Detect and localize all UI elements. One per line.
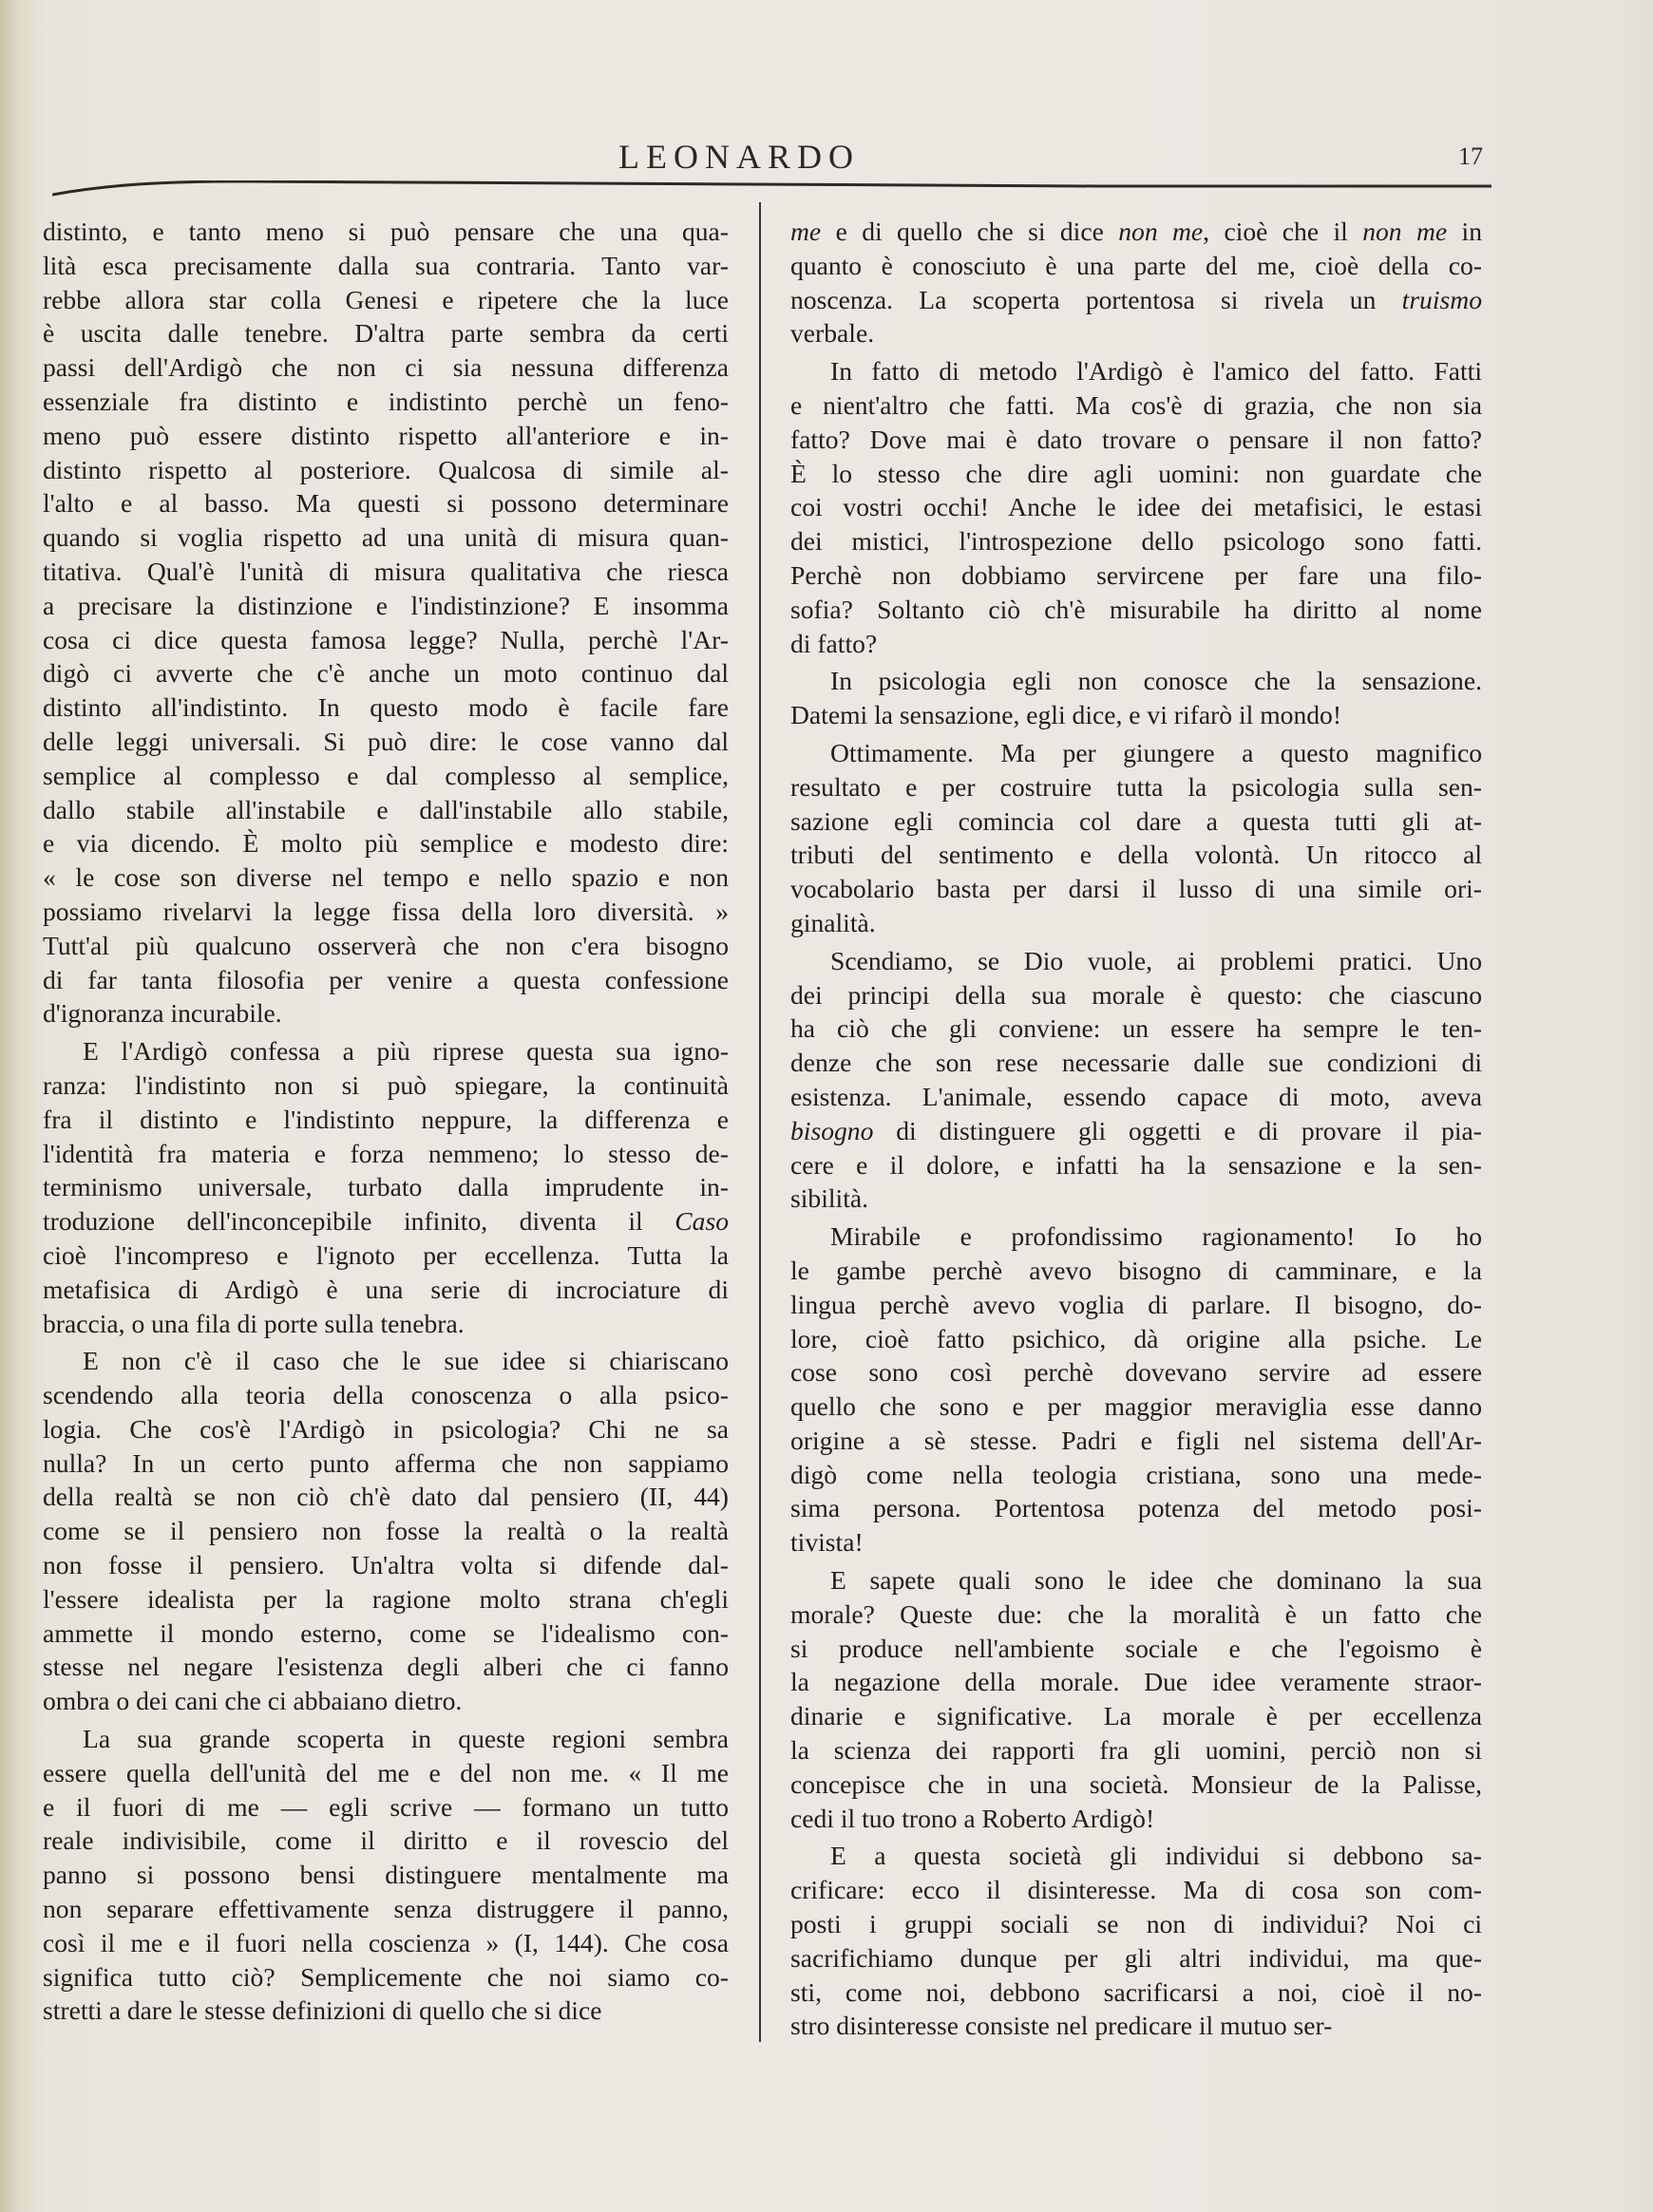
text-line: lingua perchè avevo voglia di parlare. Il bisogno, do- [790,1289,1482,1319]
text-line: e nient'altro che fatti. Ma cos'è di grazia, che non sia [790,389,1482,420]
text-line: è uscita dalle tenebre. D'altra parte sembra da certi [43,318,729,349]
paragraph [43,1344,729,1718]
italic-term: Caso [674,1206,729,1237]
text-line: E non c'è il caso che le sue idee si chiariscano [83,1346,729,1376]
text-line: fra il distinto e l'indistinto neppure, la differenza e [43,1104,729,1134]
text-line: verbale. [790,318,875,349]
page-number: 17 [1458,142,1483,170]
italic-term: me [790,217,822,246]
text-line: essenziale fra distinto e indistinto perchè un feno- [43,386,729,416]
text-line: braccia, o una fila di porte sulla tenebra. [43,1308,465,1338]
text-line: In fatto di metodo l'Ardigò è l'amico del fatto. Fatti [830,356,1482,387]
text-line: lore, cioè fatto psichico, dà origine alla psiche. Le [790,1323,1482,1353]
text-line: stesse nel negare l'esistenza degli alberi che ci fanno [43,1652,729,1682]
text-line: tivista! [790,1527,864,1558]
running-head [0,129,1653,177]
text-line: sofia? Soltanto ciò ch'è misurabile ha diritto al nome [790,594,1482,624]
text-line: di far tanta filosofia per venire a questa confessione [43,964,729,994]
text-line: rebbe allora star colla Genesi e ripetere che la luce [43,284,729,314]
text-line: ammette il mondo esterno, come se l'idealismo con- [43,1617,729,1648]
text-line: quello che sono e per maggior meraviglia esse danno [790,1391,1482,1422]
text-line: In psicologia egli non conosce che la sensazione. [830,666,1482,696]
text-line: dinarie e significative. La morale è per eccellenza [790,1701,1482,1731]
text-line: metafisica di Ardigò è una serie di incrociature di [43,1274,729,1304]
paragraph [790,944,1482,1216]
text-line: di fatto? [790,628,878,658]
text-line: sacrifichiamo dunque per gli altri individui, ma que- [790,1942,1482,1973]
text-line: della realtà se non ciò ch'è dato dal pensiero (II, 44) [43,1482,729,1512]
text-line: E l'Ardigò confessa a più riprese questa sua igno- [83,1036,729,1067]
text-line: cosa ci dice questa famosa legge? Nulla, perchè l'Ar- [43,624,729,654]
text-line: dallo stabile all'instabile e dall'instabile allo stabile, [43,794,729,824]
text-line: bisogno di distinguere gli oggetti e di provare il pia- [790,1115,1482,1145]
text-line: ombra o dei cani che ci abbaiano dietro. [43,1686,463,1716]
text-line: essere quella dell'unità del me e del non me. « Il me [43,1757,729,1787]
text-line: posti i gruppi sociali se non di individui? Noi ci [790,1909,1482,1939]
header-rule [52,180,1492,199]
text-line: meno può essere distinto rispetto all'anteriore e in- [43,420,729,450]
text-line: dei principi della sua morale è questo: che ciascuno [790,979,1482,1010]
text-line: quando si voglia rispetto ad una unità di misura quan- [43,522,729,553]
text-line: Datemi la sensazione, egli dice, e vi rifarò il mondo! [790,700,1342,730]
italic-term: bisogno [790,1115,874,1145]
text-line: Perchè non dobbiamo servircene per fare una filo- [790,559,1482,590]
paragraph [43,1034,729,1340]
paragraph [790,1563,1482,1835]
text-line: origine a sè stesse. Padri e figli nel sistema dell'Ar- [790,1425,1482,1455]
text-line: digò ci avverte che c'è anche un moto continuo dal [43,658,729,689]
text-line: e il fuori di me — egli scrive — formano un tutto [43,1791,729,1822]
text-line: l'alto e al basso. Ma questi si possono determinare [43,488,729,519]
paragraph [790,1219,1482,1560]
text-line: significa tutto ciò? Semplicemente che noi siamo co- [43,1961,729,1992]
text-line: non fosse il pensiero. Un'altra volta si difende dal- [43,1550,729,1580]
text-line: sti, come noi, debbono sacrificarsi a noi, cioè il no- [790,1976,1482,2007]
text-line: panno si possono bensi distinguere mentalmente ma [43,1860,729,1890]
text-line: Tutt'al più qualcuno osserverà che non c'era bisogno [43,930,729,960]
text-line: E sapete quali sono le idee che dominano la sua [830,1565,1482,1596]
running-title: LEONARDO [618,138,860,176]
text-line: me e di quello che si dice non me, cioè che il non me in [790,217,1482,246]
text-line: semplice al complesso e dal complesso al semplice, [43,760,729,790]
text-line: digò come nella teologia cristiana, sono una mede- [790,1459,1482,1489]
paragraph [790,215,1482,350]
paragraph [790,664,1482,732]
text-line: La sua grande scoperta in queste regioni sembra [83,1724,729,1754]
text-line: cedi il tuo trono a Roberto Ardigò! [790,1803,1155,1833]
text-line: cioè l'incompreso e l'ignoto per eccellenza. Tutta la [43,1239,729,1270]
header-rule-line [52,181,1492,195]
text-line: stretti a dare le stesse definizioni di quello che si dice [43,1995,602,2026]
text-line: sibilità. [790,1183,869,1214]
text-line: vocabolario basta per darsi il lusso di una simile ori- [790,874,1482,904]
text-line: le gambe perchè avevo bisogno di camminare, e la [790,1255,1482,1285]
text-line: E a questa società gli individui si debbono sa- [830,1841,1482,1871]
text-line: cose sono così perchè dovevano servire ad essere [790,1357,1482,1388]
text-line: stro disinteresse consiste nel predicare il mutuo ser- [790,2011,1333,2041]
text-line: così il me e il fuori nella coscienza » (I, 144). Che cosa [43,1927,729,1957]
text-line: non separare effettivamente senza distruggere il panno, [43,1894,729,1924]
italic-term: non me [1118,217,1204,246]
text-line: distinto, e tanto meno si può pensare che una qua- [43,217,729,246]
text-line: la scienza dei rapporti fra gli uomini, perciò non si [790,1735,1482,1766]
text-line: distinto all'indistinto. In questo modo è facile fare [43,692,729,723]
text-line: ranza: l'indistinto non si può spiegare, la continuità [43,1069,729,1100]
text-line: titativa. Qual'è l'unità di misura qualitativa che riesca [43,556,729,586]
paragraph [43,1722,729,2028]
text-line: l'essere idealista per la ragione molto strana ch'egli [43,1583,729,1614]
text-line: nulla? In un certo punto afferma che non sappiamo [43,1447,729,1478]
column-divider [759,202,761,2042]
paragraph [790,1839,1482,2043]
text-line: coi vostri occhi! Anche le idee dei metafisici, le estasi [790,492,1482,522]
italic-term: truismo [1401,284,1482,314]
text-line: passi dell'Ardigò che non ci sia nessuna differenza [43,352,729,383]
text-line: sazione egli comincia col dare a questa tutti gli at- [790,805,1482,836]
right-column [790,215,1482,2043]
text-line: Scendiamo, se Dio vuole, ai problemi pratici. Uno [830,945,1482,975]
text-line: distinto rispetto al posteriore. Qualcosa di simile al- [43,454,729,484]
italic-term: non me [1362,217,1448,246]
text-line: cere e il dolore, e infatti ha la sensazione e la sen- [790,1149,1482,1180]
text-line: delle leggi universali. Si può dire: le cose vanno dal [43,726,729,756]
paragraph [43,215,729,1030]
text-line: possiamo rivelarvi la legge fissa della loro diversità. » [43,896,729,926]
text-line: ginalità. [790,907,876,937]
paragraph [790,354,1482,660]
text-line: a precisare la distinzione e l'indistinzione? E insomma [43,590,729,620]
text-line: Ottimamente. Ma per giungere a questo magnifico [830,737,1482,767]
text-line: e via dicendo. È molto più semplice e modesto dire: [43,828,729,859]
text-line: morale? Queste due: che la moralità è un fatto che [790,1598,1482,1629]
text-line: troduzione dell'inconcepibile infinito, diventa il Caso [43,1206,729,1237]
text-line: esistenza. L'animale, essendo capace di moto, aveva [790,1081,1482,1111]
text-line: quanto è conosciuto è una parte del me, cioè della co- [790,250,1482,280]
left-column [43,215,729,2028]
text-line: concepisce che in una società. Monsieur de la Palisse, [790,1768,1482,1799]
text-line: dei mistici, l'introspezione dello psicologo sono fatti. [790,526,1482,557]
text-line: Mirabile e profondissimo ragionamento! Io ho [830,1221,1482,1252]
text-line: come se il pensiero non fosse la realtà o la realtà [43,1516,729,1546]
text-line: logia. Che cos'è l'Ardigò in psicologia? Chi ne sa [43,1413,729,1444]
paragraph [790,736,1482,940]
text-line: reale indivisibile, come il diritto e il rovescio del [43,1825,729,1856]
text-line: si produce nell'ambiente sociale e che l'egoismo è [790,1633,1482,1663]
text-line: scendendo alla teoria della conoscenza o alla psico- [43,1380,729,1410]
text-line: d'ignoranza incurabile. [43,998,282,1029]
text-line: l'identità fra materia e forza nemmeno; lo stesso de- [43,1138,729,1168]
text-line: « le cose son diverse nel tempo e nello spazio e non [43,862,729,893]
text-line: ha ciò che gli conviene: un essere ha sempre le ten- [790,1013,1482,1044]
text-line: resultato e per costruire tutta la psicologia sulla sen- [790,771,1482,802]
text-line: È lo stesso che dire agli uomini: non guardate che [790,458,1482,488]
text-line: terminismo universale, turbato dalla imprudente in- [43,1172,729,1202]
text-line: sima persona. Portentosa potenza del metodo posi- [790,1493,1482,1523]
text-line: denze che son rese necessarie dalle sue condizioni di [790,1048,1482,1078]
text-line: tributi del sentimento e della volontà. Un ritocco al [790,840,1482,870]
text-line: noscenza. La scoperta portentosa si rivela un truismo [790,284,1482,314]
text-line: fatto? Dove mai è dato trovare o pensare il non fatto? [790,424,1482,454]
text-line: lità esca precisamente dalla sua contraria. Tanto var- [43,250,729,280]
text-line: crificare: ecco il disinteresse. Ma di cosa son com- [790,1875,1482,1905]
text-line: la negazione della morale. Due idee veramente straor- [790,1667,1482,1697]
